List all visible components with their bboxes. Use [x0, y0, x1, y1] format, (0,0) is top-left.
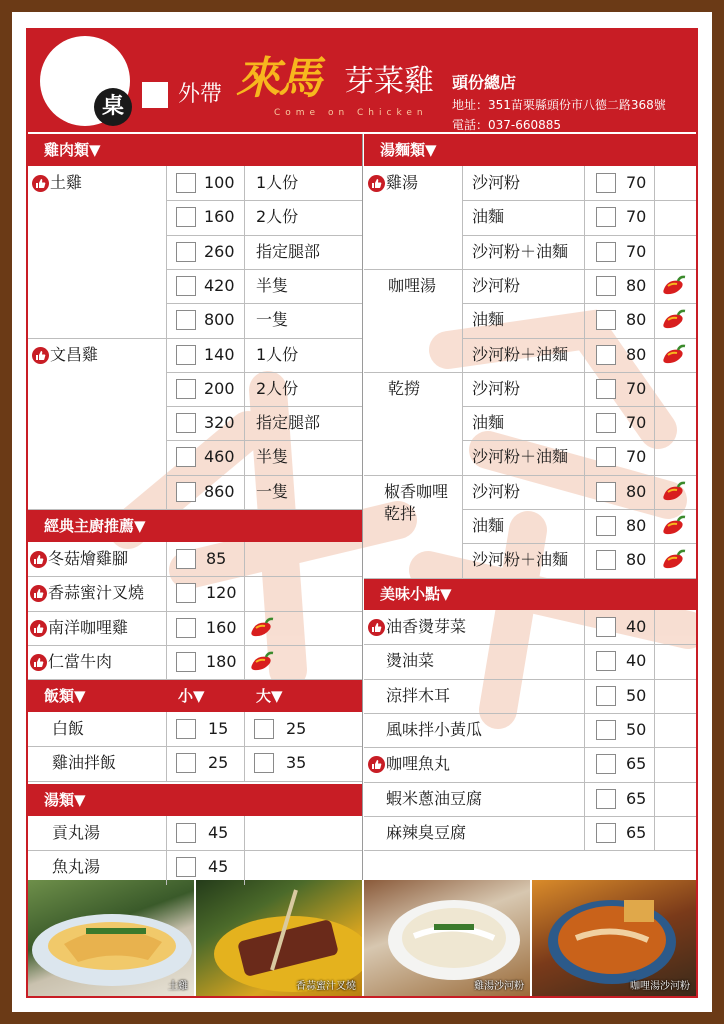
store-phone: 電話：037-660885	[452, 118, 562, 132]
order-checkbox[interactable]	[596, 276, 616, 296]
chicken-price: 260	[204, 241, 235, 261]
column-line	[244, 166, 245, 509]
chicken-price: 140	[204, 344, 235, 364]
rice-small-header: 小▼	[178, 687, 205, 705]
soup-price: 45	[208, 857, 229, 877]
chef-price: 160	[206, 617, 237, 637]
order-checkbox[interactable]	[176, 753, 196, 773]
row-divider	[462, 372, 696, 373]
row-divider	[166, 235, 362, 236]
row-divider	[166, 509, 362, 510]
noodle-price: 70	[626, 447, 647, 467]
snack-item-name: 蝦米蔥油豆腐	[386, 788, 483, 808]
section-chicken: 雞肉類▼	[28, 134, 362, 166]
order-checkbox[interactable]	[596, 345, 616, 365]
chili-pepper-icon	[660, 344, 686, 366]
row-divider	[28, 850, 362, 851]
chili-pepper-icon	[660, 481, 686, 503]
soup-item-name: 魚丸湯	[52, 857, 101, 877]
rice-item-name: 白飯	[52, 719, 85, 738]
row-divider	[166, 440, 362, 441]
section-rice	[28, 680, 362, 712]
snack-price: 65	[626, 754, 647, 774]
noodle-type: 沙河粉	[472, 481, 521, 501]
noodle-type: 油麵	[472, 413, 505, 433]
chef-price: 120	[206, 583, 237, 603]
row-divider	[166, 406, 362, 407]
chicken-portion: 1人份	[256, 344, 299, 364]
row-divider	[364, 269, 462, 270]
row-divider	[462, 406, 696, 407]
menu-page	[12, 12, 712, 1012]
order-checkbox[interactable]	[596, 720, 616, 740]
chicken-price: 200	[204, 378, 235, 398]
snack-price: 40	[626, 651, 647, 671]
chili-pepper-icon	[660, 275, 686, 297]
order-checkbox[interactable]	[596, 482, 616, 502]
thumbs-up-icon	[32, 347, 49, 364]
noodle-group-name-line2: 乾拌	[384, 503, 417, 523]
order-checkbox[interactable]	[596, 447, 616, 467]
row-divider	[364, 816, 696, 817]
order-checkbox[interactable]	[596, 207, 616, 227]
noodle-type: 沙河粉＋油麵	[472, 344, 569, 364]
photo-caption-chicken-noodle: 雞湯沙河粉	[474, 981, 524, 992]
row-divider	[166, 269, 362, 270]
row-divider	[364, 679, 696, 680]
chili-pepper-icon	[248, 651, 274, 673]
row-divider	[166, 475, 362, 476]
noodle-type: 沙河粉	[472, 378, 521, 398]
noodle-price: 70	[626, 207, 647, 227]
row-divider	[28, 576, 362, 577]
row-divider	[28, 611, 362, 612]
chicken-price: 860	[204, 481, 235, 501]
row-divider	[462, 440, 696, 441]
noodle-price: 80	[626, 481, 647, 501]
photo-caption-charsiu: 香蒜蜜汁叉燒	[296, 981, 356, 992]
row-divider	[462, 543, 696, 544]
chicken-portion: 1人份	[256, 173, 299, 192]
order-checkbox[interactable]	[176, 379, 196, 399]
chicken-price: 160	[204, 207, 235, 227]
section-snacks: 美味小點▼	[364, 578, 696, 610]
thumbs-up-icon	[368, 619, 385, 636]
order-checkbox[interactable]	[596, 379, 616, 399]
menu-frame	[26, 28, 698, 998]
rice-small-price: 25	[208, 753, 229, 773]
order-checkbox[interactable]	[176, 242, 196, 262]
chef-item-name: 仁當牛肉	[48, 651, 113, 671]
row-divider	[364, 578, 462, 579]
row-divider	[462, 475, 696, 476]
noodle-price: 80	[626, 344, 647, 364]
chicken-portion: 2人份	[256, 207, 299, 227]
noodle-type: 油麵	[472, 310, 505, 330]
chili-pepper-icon	[660, 515, 686, 537]
noodle-type: 油麵	[472, 207, 505, 227]
row-divider	[364, 475, 462, 476]
chef-item-name: 南洋咖哩雞	[48, 617, 129, 637]
order-checkbox[interactable]	[176, 823, 196, 843]
noodle-price: 80	[626, 516, 647, 535]
order-checkbox[interactable]	[176, 482, 196, 502]
row-divider	[462, 338, 696, 339]
chef-item-name: 冬菇燴雞腳	[48, 549, 129, 568]
rice-title: 飯類▼	[44, 687, 86, 705]
row-divider	[28, 679, 362, 680]
chicken-price: 100	[204, 173, 235, 192]
thumbs-up-icon	[32, 175, 49, 192]
chili-pepper-icon	[660, 549, 686, 571]
order-checkbox[interactable]	[596, 651, 616, 671]
order-checkbox[interactable]	[176, 207, 196, 227]
order-checkbox[interactable]	[596, 413, 616, 433]
order-checkbox[interactable]	[176, 173, 196, 193]
snack-item-name: 油香燙芽菜	[386, 617, 467, 636]
row-divider	[28, 509, 166, 510]
noodle-group-name: 椒香咖哩	[384, 481, 449, 501]
snack-price: 50	[626, 719, 647, 739]
snack-item-name: 風味拌小黃瓜	[386, 719, 483, 739]
noodle-type: 沙河粉＋油麵	[472, 550, 569, 570]
order-checkbox[interactable]	[176, 618, 196, 638]
column-line	[166, 816, 167, 885]
noodle-type: 沙河粉＋油麵	[472, 241, 569, 261]
photo-caption-chicken: 土雞	[168, 981, 188, 992]
photo-chicken	[28, 880, 194, 996]
menu-header	[28, 30, 696, 132]
chicken-portion: 2人份	[256, 378, 299, 398]
thumbs-up-icon	[30, 654, 47, 671]
store-name: 頭份總店	[452, 73, 517, 92]
noodle-type: 沙河粉＋油麵	[472, 447, 569, 467]
row-divider	[166, 338, 362, 339]
column-line	[654, 166, 655, 578]
chicken-price: 460	[204, 447, 235, 467]
column-divider	[362, 134, 363, 880]
column-line	[244, 712, 245, 781]
order-checkbox[interactable]	[596, 516, 616, 536]
chicken-price: 800	[204, 310, 235, 330]
row-divider	[462, 578, 696, 579]
column-line	[166, 166, 167, 509]
photo-caption-curry-noodle: 咖哩湯沙河粉	[630, 981, 690, 992]
noodle-price: 80	[626, 550, 647, 570]
soup-price: 45	[208, 823, 229, 842]
snack-price: 40	[626, 617, 647, 636]
chicken-portion: 一隻	[256, 310, 289, 330]
chef-price: 85	[206, 549, 227, 568]
snack-item-name: 涼拌木耳	[386, 685, 451, 705]
snack-item-name: 咖哩魚丸	[386, 754, 451, 774]
section-noodle: 湯麵類▼	[364, 134, 696, 166]
rice-large-header: 大▼	[256, 687, 283, 705]
soup-item-name: 貢丸湯	[52, 823, 101, 842]
order-checkbox[interactable]	[176, 413, 196, 433]
thumbs-up-icon	[368, 175, 385, 192]
column-line	[654, 610, 655, 850]
row-divider	[28, 338, 166, 339]
noodle-type: 油麵	[472, 516, 505, 535]
noodle-price: 70	[626, 241, 647, 261]
row-divider	[462, 509, 696, 510]
order-checkbox[interactable]	[596, 686, 616, 706]
thumbs-up-icon	[30, 585, 47, 602]
order-checkbox[interactable]	[176, 276, 196, 296]
column-line	[462, 166, 463, 578]
noodle-price: 70	[626, 378, 647, 398]
row-divider	[462, 269, 696, 270]
noodle-price: 70	[626, 413, 647, 433]
row-divider	[166, 372, 362, 373]
order-checkbox[interactable]	[596, 754, 616, 774]
noodle-type: 沙河粉	[472, 173, 521, 192]
order-checkbox[interactable]	[176, 652, 196, 672]
thumbs-up-icon	[30, 620, 47, 637]
order-checkbox[interactable]	[176, 345, 196, 365]
noodle-price: 80	[626, 275, 647, 295]
row-divider	[364, 782, 696, 783]
dine-in-label: 桌	[94, 88, 132, 126]
rice-small-price: 15	[208, 719, 229, 738]
order-checkbox[interactable]	[596, 173, 616, 193]
chicken-portion: 半隻	[256, 447, 289, 467]
chili-pepper-icon	[248, 617, 274, 639]
order-checkbox[interactable]	[176, 310, 196, 330]
store-address: 地址：351苗栗縣頭份市八德二路368號	[452, 98, 666, 112]
photo-curry-noodle	[532, 880, 696, 996]
chicken-portion: 一隻	[256, 481, 289, 501]
row-divider	[28, 645, 362, 646]
row-divider	[462, 303, 696, 304]
chef-price: 180	[206, 651, 237, 671]
food-photo-strip	[28, 880, 696, 996]
takeout-checkbox[interactable]	[142, 82, 168, 108]
chicken-item-name: 土雞	[50, 173, 83, 192]
thumbs-up-icon	[30, 551, 47, 568]
snack-item-name: 麻辣臭豆腐	[386, 822, 467, 842]
section-soup: 湯類▼	[28, 784, 362, 816]
rice-item-name: 雞油拌飯	[52, 753, 117, 773]
order-checkbox[interactable]	[254, 753, 274, 773]
rice-large-price: 25	[286, 719, 307, 738]
noodle-type: 沙河粉	[472, 275, 521, 295]
row-divider	[166, 303, 362, 304]
chili-pepper-icon	[660, 309, 686, 331]
snack-price: 65	[626, 788, 647, 808]
column-line	[166, 712, 167, 781]
row-divider	[364, 644, 696, 645]
snack-price: 50	[626, 685, 647, 705]
noodle-group-name: 咖哩湯	[388, 275, 437, 295]
row-divider	[28, 746, 362, 747]
row-divider	[364, 747, 696, 748]
takeout-label: 外帶	[178, 82, 223, 107]
column-line	[584, 610, 585, 850]
order-checkbox[interactable]	[596, 310, 616, 330]
chicken-portion: 指定腿部	[256, 241, 321, 261]
order-checkbox[interactable]	[176, 583, 196, 603]
column-line	[244, 816, 245, 885]
order-checkbox[interactable]	[254, 719, 274, 739]
row-divider	[364, 372, 462, 373]
chicken-portion: 半隻	[256, 275, 289, 295]
order-checkbox[interactable]	[176, 549, 196, 569]
order-checkbox[interactable]	[596, 550, 616, 570]
brand-logo-sub: 芽菜雞	[344, 64, 434, 99]
chef-item-name: 香蒜蜜汁叉燒	[48, 583, 145, 603]
order-checkbox[interactable]	[596, 823, 616, 843]
noodle-price: 70	[626, 173, 647, 192]
snack-price: 65	[626, 822, 647, 842]
photo-charsiu	[196, 880, 362, 996]
column-line	[584, 166, 585, 578]
rice-large-price: 35	[286, 753, 307, 773]
chicken-price: 320	[204, 413, 235, 433]
row-divider	[364, 713, 696, 714]
noodle-price: 80	[626, 310, 647, 330]
column-line	[166, 542, 167, 679]
noodle-group-name: 雞湯	[386, 173, 419, 192]
row-divider	[364, 850, 696, 851]
order-checkbox[interactable]	[596, 789, 616, 809]
row-divider	[462, 200, 696, 201]
brand-english: Come on Chicken	[274, 108, 428, 118]
order-checkbox[interactable]	[596, 242, 616, 262]
snack-item-name: 燙油菜	[386, 651, 435, 671]
row-divider	[28, 781, 362, 782]
row-divider	[462, 235, 696, 236]
brand-logo-main: 來馬	[236, 53, 320, 104]
chicken-price: 420	[204, 275, 235, 295]
photo-chicken-noodle	[364, 880, 530, 996]
noodle-group-name: 乾撈	[388, 378, 421, 398]
order-checkbox[interactable]	[176, 719, 196, 739]
thumbs-up-icon	[368, 756, 385, 773]
row-divider	[166, 200, 362, 201]
section-chef: 經典主廚推薦▼	[28, 510, 362, 542]
order-checkbox[interactable]	[596, 617, 616, 637]
order-checkbox[interactable]	[176, 857, 196, 877]
order-checkbox[interactable]	[176, 447, 196, 467]
column-line	[244, 542, 245, 679]
chicken-item-name: 文昌雞	[50, 344, 99, 364]
chicken-portion: 指定腿部	[256, 413, 321, 433]
